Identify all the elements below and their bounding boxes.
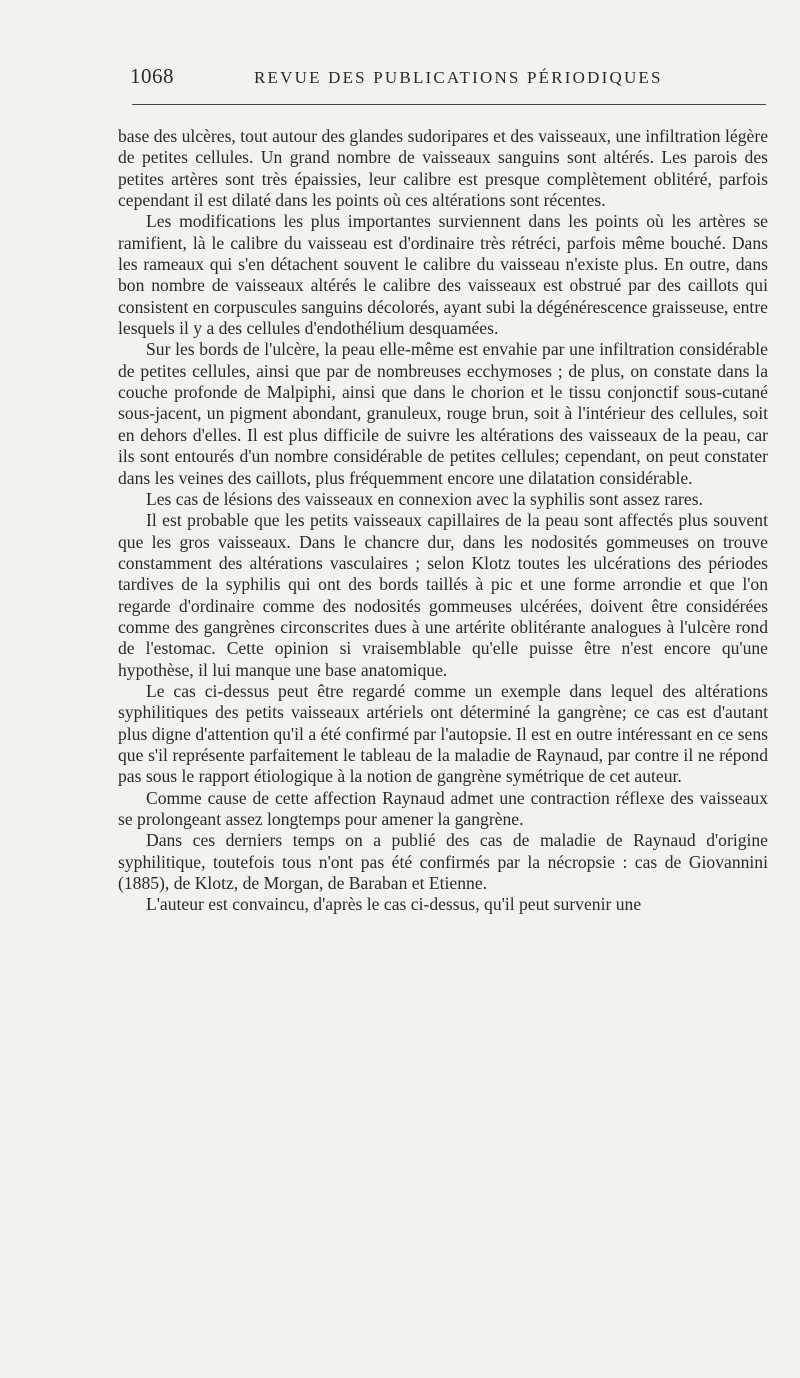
paragraph: Dans ces derniers temps on a publié des cas de maladie de Raynaud d'origine syphilitique, toutefois tous n'ont pas été confirmés par la nécropsie : cas de Giovannini (1885), de Klotz, de Morgan, de Baraban et Etienne. xyxy=(118,830,768,894)
paragraph: Le cas ci-dessus peut être regardé comme un exemple dans lequel des altérations syphilitiques des petits vaisseaux artériels ont déterminé la gangrène; ce cas est d'autant plus digne d'attention qu'il a été confirmé par l'autopsie. Il est en outre intéressant en ce sens que s'il représente parfaitement le tableau de la maladie de Raynaud, par contre il ne répond pas sous le rapport étiologique à la notion de gangrène symétrique de cet auteur. xyxy=(118,680,768,787)
page-header xyxy=(130,62,770,102)
header-rule xyxy=(132,104,766,105)
page-number: 1068 xyxy=(130,64,174,88)
paragraph: L'auteur est convaincu, d'après le cas ci-dessus, qu'il peut survenir une xyxy=(146,894,642,915)
running-title: REVUE DES PUBLICATIONS PÉRIODIQUES xyxy=(254,68,663,87)
paragraph: base des ulcères, tout autour des glandes sudoripares et des vaisseaux, une infiltration légère de petites cellules. Un grand nombre de vaisseaux sanguins sont altérés. Les parois des petites artères sont très épaissies, leur calibre est presque complètement oblitéré, parfois cependant il est dilaté dans les points où ces altérations sont récentes. xyxy=(118,126,768,211)
paragraph: Les cas de lésions des vaisseaux en connexion avec la syphilis sont assez rares. xyxy=(146,488,703,509)
article-body xyxy=(118,126,768,916)
paragraph: Comme cause de cette affection Raynaud admet une contraction réflexe des vaisseaux se prolongeant assez longtemps pour amener la gangrène. xyxy=(118,787,768,829)
paragraph: Sur les bords de l'ulcère, la peau elle-même est envahie par une infiltration considérable de petites cellules, ainsi que par de nombreuses ecchymoses ; de plus, on constate dans la couche profonde de Malpiphi, ainsi que dans le chorion et le tissu conjonctif sous-cutané sous-jacent, un pigment abondant, granuleux, rouge brun, soit à l'intérieur des cellules, soit en dehors d'elles. Il est plus difficile de suivre les altérations des vaisseaux de la peau, car ils sont entourés d'un nombre considérable de petites cellules; cependant, on peut constater dans les veines des caillots, plus fréquemment encore une dilatation considérable. xyxy=(118,339,768,488)
paragraph: Les modifications les plus importantes surviennent dans les points où les artères se ramifient, là le calibre du vaisseau est d'ordinaire très rétréci, parfois même bouché. Dans les rameaux qui s'en détachent souvent le calibre du vaisseau n'existe plus. En outre, dans bon nombre de vaisseaux altérés le calibre des vaisseaux est obstrué par des caillots qui consistent en corpuscules sanguins décolorés, ayant subi la dégénérescence graisseuse, entre lesquels il y a des cellules d'endothélium desquamées. xyxy=(118,211,768,339)
paragraph: Il est probable que les petits vaisseaux capillaires de la peau sont affectés plus souvent que les gros vaisseaux. Dans le chancre dur, dans les nodosités gommeuses on trouve constamment des altérations vasculaires ; selon Klotz toutes les ulcérations des périodes tardives de la syphilis qui ont des bords taillés à pic et une forme arrondie et que l'on regarde d'ordinaire comme des nodosités gommeuses ulcérées, doivent être considérées comme des gangrènes circonscrites dues à une artérite oblitérante analogues à l'ulcère rond de l'estomac. Cette opinion si vraisemblable qu'elle puisse être n'est encore qu'une hypothèse, il lui manque une base anatomique. xyxy=(118,510,768,680)
